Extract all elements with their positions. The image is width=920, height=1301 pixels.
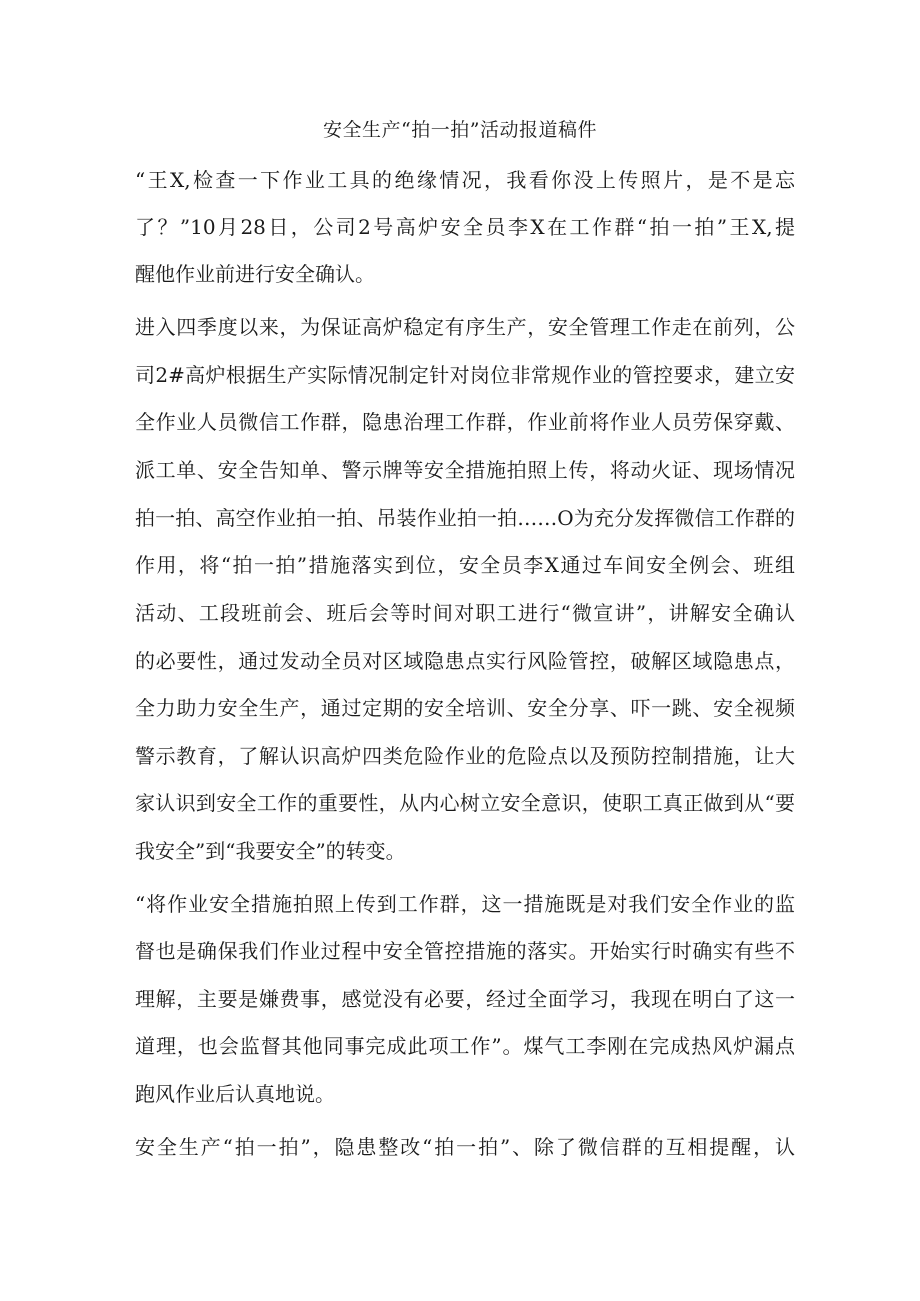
paragraph-line: “将作业安全措施拍照上传到工作群，这一措施既是对我们安全作业的监	[135, 892, 795, 916]
paragraph-line: 全作业人员微信工作群，隐患治理工作群，作业前将作业人员劳保穿戴、	[135, 410, 795, 434]
paragraph-line: 的必要性，通过发动全员对区域隐患点实行风险管控，破解区域隐患点，	[135, 649, 795, 673]
paragraph-line: 进入四季度以来，为保证高炉稳定有序生产，安全管理工作走在前列，公	[135, 315, 795, 339]
paragraph-line: 醒他作业前进行安全确认。	[135, 262, 375, 286]
paragraph-line: 派工单、安全告知单、警示牌等安全措施拍照上传，将动火证、现场情况	[135, 458, 795, 482]
paragraph-line: 了？”10月28日，公司2号高炉安全员李X在工作群“拍一拍”王X,提	[135, 215, 795, 239]
paragraph-line: 警示教育，了解认识高炉四类危险作业的危险点以及预防控制措施，让大	[135, 744, 795, 768]
paragraph-line: 全力助力安全生产，通过定期的安全培训、安全分享、吓一跳、安全视频	[135, 696, 795, 720]
paragraph-line: 跑风作业后认真地说。	[135, 1082, 335, 1106]
paragraph-line: 拍一拍、高空作业拍一拍、吊装作业拍一拍……O为充分发挥微信工作群的	[135, 506, 795, 530]
paragraph-line: “王X,检查一下作业工具的绝缘情况，我看你没上传照片，是不是忘	[135, 168, 795, 192]
paragraph-line: 家认识到安全工作的重要性，从内心树立安全意识，使职工真正做到从“要	[135, 791, 795, 815]
paragraph-line: 我安全”到“我要安全”的转变。	[135, 839, 406, 863]
paragraph-line: 司2#高炉根据生产实际情况制定针对岗位非常规作业的管控要求，建立安	[135, 363, 795, 387]
paragraph-line: 督也是确保我们作业过程中安全管控措施的落实。开始实行时确实有些不	[135, 939, 795, 963]
document-title: 安全生产“拍一拍”活动报道稿件	[323, 119, 597, 141]
paragraph-line: 活动、工段班前会、班后会等时间对职工进行“微宣讲”，讲解安全确认	[135, 601, 795, 625]
paragraph-line: 理解，主要是嫌费事，感觉没有必要，经过全面学习，我现在明白了这一	[135, 987, 795, 1011]
paragraph-line: 作用，将“拍一拍”措施落实到位，安全员李X通过车间安全例会、班组	[135, 553, 795, 577]
paragraph-line: 安全生产“拍一拍”，隐患整改“拍一拍”、除了微信群的互相提醒，认	[135, 1135, 795, 1159]
paragraph-line: 道理，也会监督其他同事完成此项工作”。煤气工李刚在完成热风炉漏点	[135, 1034, 795, 1058]
